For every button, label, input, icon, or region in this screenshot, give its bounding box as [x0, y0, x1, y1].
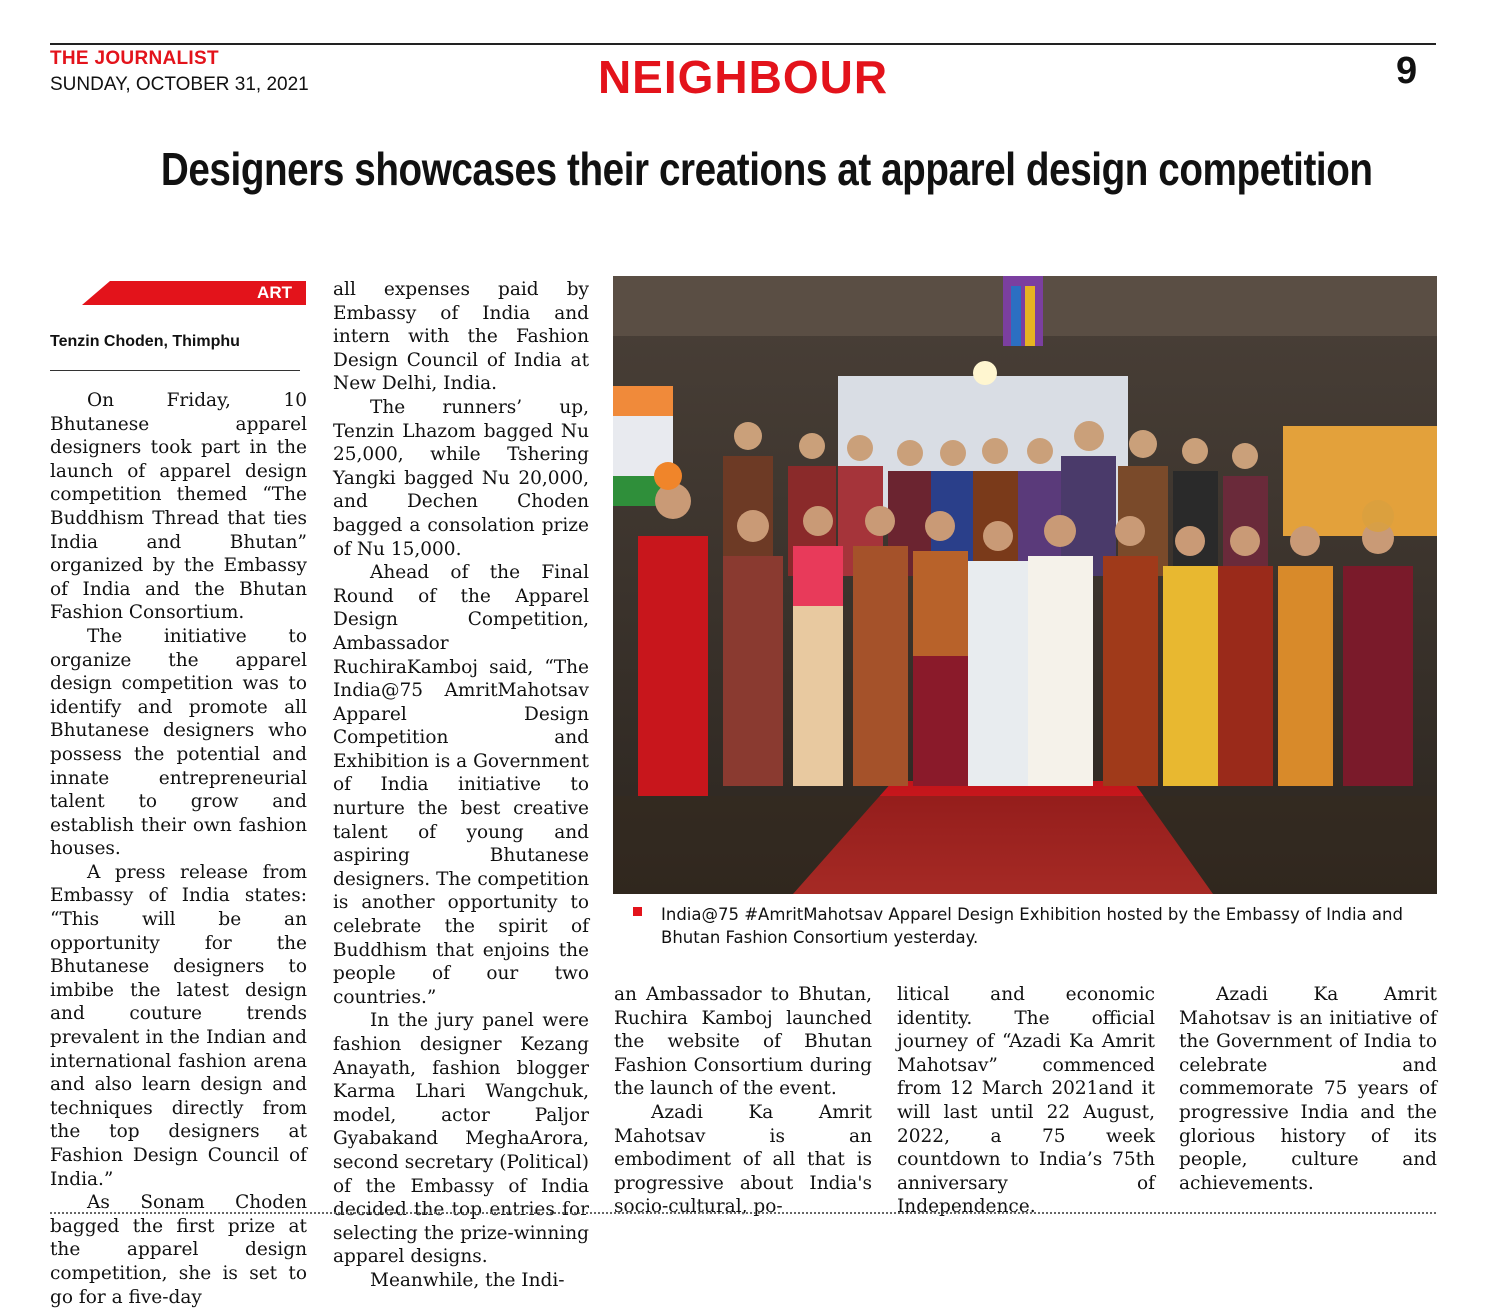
paragraph: As Sonam Choden bagged the first prize at the apparel design competition, she is set to go for a five-day: [50, 1192, 307, 1308]
issue-date: SUNDAY, OCTOBER 31, 2021: [50, 74, 309, 95]
category-tag: [82, 281, 306, 305]
article-column-3: [614, 983, 872, 1219]
byline: Tenzin Choden, Thimphu: [50, 333, 240, 350]
bottom-rule: [50, 1212, 1436, 1214]
paragraph: Azadi Ka Amrit Mahotsav is an embodiment of all that is progressive about India's socio-cultural, po-: [614, 1101, 872, 1218]
paragraph: The initiative to organize the apparel design competition was to identify and promote all Bhutanese designers who possess the potential and innate entrepreneurial talent to grow and establish their own fashion houses.: [50, 625, 307, 860]
top-rule: [50, 43, 1436, 45]
paragraph: Azadi Ka Amrit Mahotsav is an initiative of the Government of India to celebrate and commemorate 75 years of progressive India and the glorious history of its people, culture and achievements.: [1179, 984, 1437, 1194]
paragraph: Meanwhile, the Indi-: [370, 1269, 565, 1291]
article-column-5: [1179, 983, 1437, 1195]
paragraph: litical and economic identity. The official journey of “Azadi Ka Amrit Mahotsav” commenced from 12 March 2021and it will last until 22 August, 2022, a 75 week countdown to India’s 75th anniversary of Independence.: [897, 984, 1155, 1218]
headline: Designers showcases their creations at apparel design competition: [160, 143, 1373, 195]
group-photo-illustration: [613, 276, 1437, 894]
page-number: 9: [1396, 50, 1418, 92]
section-title: NEIGHBOUR: [597, 51, 889, 103]
caption-bullet: [633, 907, 642, 916]
paragraph: A press release from Embassy of India states: “This will be an opportunity for the Bhutanese designers to imbibe the latest design and couture trends prevalent in the Indian and international fashion arena and also learn design and techniques directly from the top designers at Fashion Design Council of India.”: [50, 861, 307, 1190]
article-column-1: [50, 389, 307, 1309]
paragraph: Ahead of the Final Round of the Apparel Design Competition, Ambassador RuchiraKamboj said, “The India@75 AmritMahotsav Apparel Design Competition and Exhibition is a Government of India initiative to nurture the best creative talent of young and aspiring Bhutanese designers. The competition is another opportunity to celebrate the spirit of Buddhism that enjoins the people of our two countries.”: [333, 562, 589, 1008]
article-column-4: [897, 983, 1155, 1219]
tag-label: ART: [257, 283, 292, 302]
paragraph: The runners’ up, Tenzin Lhazom bagged Nu 25,000, while Tshering Yangki bagged Nu 20,000, and Dechen Choden bagged a consolation prize of Nu 15,000.: [333, 396, 589, 560]
paragraph: an Ambassador to Bhutan, Ruchira Kamboj launched the website of Bhutan Fashion Consortium during the launch of the event.: [614, 984, 872, 1100]
photo-caption: India@75 #AmritMahotsav Apparel Design Exhibition hosted by the Embassy of India and Bhutan Fashion Consortium yesterday.: [661, 905, 1403, 947]
paragraph: On Friday, 10 Bhutanese apparel designers took part in the launch of apparel design competition themed “The Buddhism Thread that ties India and Bhutan” organized by the Embassy of India and the Bhutan Fashion Consortium.: [50, 390, 307, 624]
article-column-2: [333, 278, 589, 1293]
byline-rule: [50, 370, 300, 371]
event-photo: [613, 276, 1437, 894]
paragraph: In the jury panel were fashion designer Kezang Anayath, fashion blogger Karma Lhari Wangchuk, model, actor Paljor Gyabakand MeghaArora, second secretary (Political) of the Embassy of India decided the top entries for selecting the prize-winning apparel designs.: [333, 1010, 589, 1268]
paper-name: THE JOURNALIST: [50, 48, 219, 69]
paragraph: all expenses paid by Embassy of India and intern with the Fashion Design Council of India at New Delhi, India.: [333, 279, 589, 395]
